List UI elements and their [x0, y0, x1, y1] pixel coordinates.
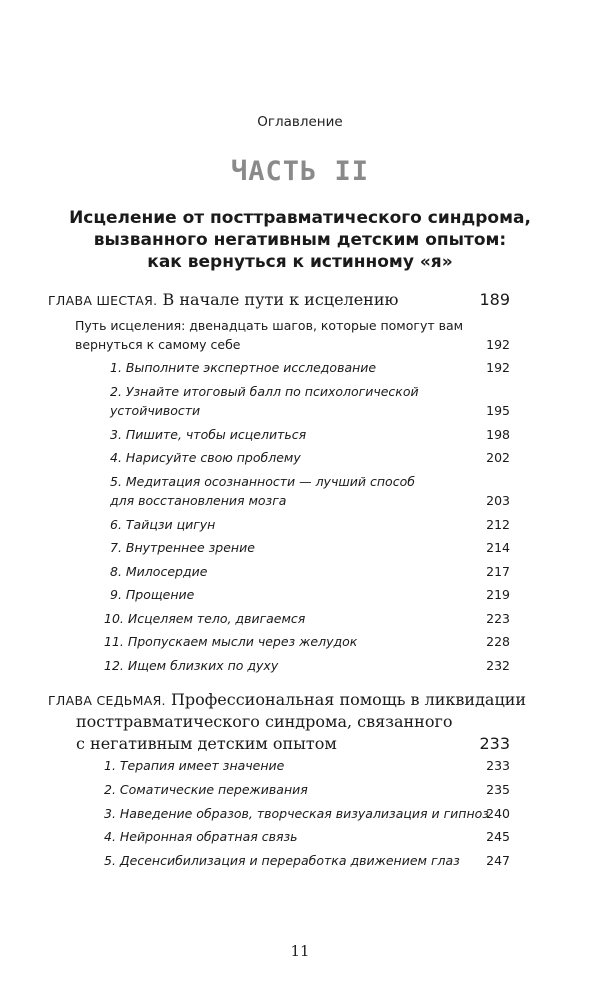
- item-line: для восстановления мозга: [110, 493, 287, 508]
- item-page-number: 203: [486, 493, 510, 508]
- item-line: 3. Наведение образов, творческая визуализация и гипноз: [104, 806, 489, 821]
- item-page-number: 217: [486, 564, 510, 579]
- item-line: 4. Нейронная обратная связь: [104, 829, 298, 844]
- toc-item: [110, 382, 510, 420]
- item-line: 2. Соматические переживания: [104, 782, 308, 797]
- toc-item: [110, 358, 510, 377]
- toc-item: [110, 472, 510, 510]
- toc-item: [104, 656, 510, 675]
- toc-item: [110, 425, 510, 444]
- item-page-number: 247: [486, 853, 510, 868]
- item-line: 6. Тайцзи цигун: [110, 517, 216, 532]
- chapter-label: ГЛАВА ШЕСТАЯ.: [48, 293, 158, 308]
- section-line: вернуться к самому себе: [75, 337, 241, 352]
- item-page-number: 233: [486, 758, 510, 773]
- toc-item: [104, 804, 510, 823]
- chapter-page-number: 189: [479, 290, 510, 309]
- item-line: устойчивости: [110, 403, 201, 418]
- section-page-number: 192: [486, 337, 510, 352]
- toc-item: [104, 632, 510, 651]
- toc-item: [110, 448, 510, 467]
- chapter-label: ГЛАВА СЕДЬМАЯ.: [48, 693, 166, 708]
- toc-item: [110, 538, 510, 557]
- part-subtitle: [60, 207, 540, 273]
- page-number-folio: 11: [290, 942, 310, 960]
- item-page-number: 232: [486, 658, 510, 673]
- item-page-number: 202: [486, 450, 510, 465]
- item-line: 1. Терапия имеет значение: [104, 758, 285, 773]
- running-head: Оглавление: [257, 114, 343, 130]
- item-line: 5. Медитация осознанности — лучший способ: [110, 474, 415, 489]
- item-page-number: 212: [486, 517, 510, 532]
- chapter-title: В начале пути к исцелению: [162, 290, 399, 309]
- toc-item: [104, 851, 510, 870]
- chapter-title-line: [48, 690, 526, 709]
- toc-item: [110, 515, 510, 534]
- item-page-number: 214: [486, 540, 510, 555]
- section-line: Путь исцеления: двенадцать шагов, которые помогут вам: [75, 318, 464, 333]
- item-line: 12. Ищем близких по духу: [104, 658, 279, 673]
- item-page-number: 223: [486, 611, 510, 626]
- item-line: 3. Пишите, чтобы исцелиться: [110, 427, 307, 442]
- part-subtitle-line: как вернуться к истинному «я»: [147, 252, 453, 272]
- part-title: ЧАСТЬ II: [230, 156, 370, 187]
- part-subtitle-line: вызванного негативным детским опытом:: [93, 230, 507, 250]
- item-line: 4. Нарисуйте свою проблему: [110, 450, 301, 465]
- toc-item: [110, 562, 510, 581]
- chapter-title-line: [48, 290, 398, 309]
- item-line: 11. Пропускаем мысли через желудок: [104, 634, 358, 649]
- item-page-number: 219: [486, 587, 510, 602]
- toc-section-entry: [75, 316, 510, 354]
- part-subtitle-line: Исцеление от посттравматического синдрома,: [69, 208, 531, 228]
- item-page-number: 245: [486, 829, 510, 844]
- item-line: 7. Внутреннее зрение: [110, 540, 255, 555]
- toc-item: [104, 756, 510, 775]
- item-page-number: 235: [486, 782, 510, 797]
- item-page-number: 240: [486, 806, 510, 821]
- item-line: 8. Милосердие: [110, 564, 208, 579]
- item-page-number: 192: [486, 360, 510, 375]
- toc-item: [104, 609, 510, 628]
- item-page-number: 198: [486, 427, 510, 442]
- item-line: 5. Десенсибилизация и переработка движением глаз: [104, 853, 460, 868]
- chapter-page-number: 233: [479, 734, 510, 753]
- item-line: 1. Выполните экспертное исследование: [110, 360, 377, 375]
- item-line: 2. Узнайте итоговый балл по психологической: [110, 384, 419, 399]
- toc-item: [110, 585, 510, 604]
- chapter-heading-7: [48, 690, 527, 756]
- item-line: 10. Исцеляем тело, двигаемся: [104, 611, 306, 626]
- chapter-title-line: посттравматического синдрома, связанного: [76, 712, 453, 731]
- item-page-number: 195: [486, 403, 510, 418]
- toc-item: [104, 827, 510, 846]
- chapter-title-line: с негативным детским опытом: [76, 734, 337, 753]
- item-page-number: 228: [486, 634, 510, 649]
- item-line: 9. Прощение: [110, 587, 195, 602]
- toc-item: [104, 780, 510, 799]
- chapter-title: Профессиональная помощь в ликвидации: [170, 690, 527, 709]
